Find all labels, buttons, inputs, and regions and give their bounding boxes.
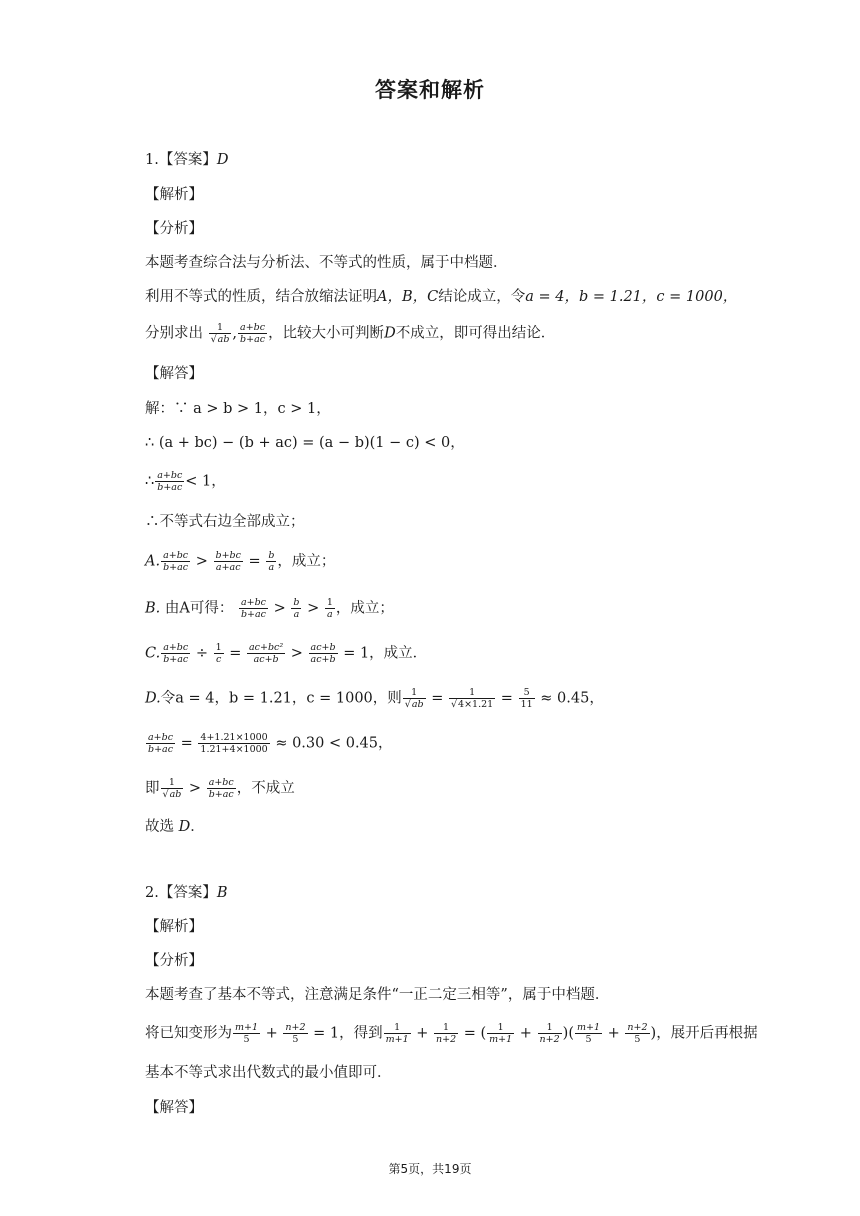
q1-jieda: 【解答】 [145,366,203,382]
q1-option-c: C. $\frac{a+bc}{b+ac}$ ÷ $\frac{1}{c}$ = $\frac{\text{ac+bc²}}{ac+b}$ > $\frac{ac+b}{ac+b}$ = 1，成立． [145,642,428,665]
q2-summary: 本题考查了基本不等式，注意满足条件“一正二定三相等”，属于中档题． [145,987,610,1003]
q2-method-line1: 将已知变形为 $\frac{m+1}{5}$ + $\frac{n+2}{5}$ = 1，得到 $\frac{1}{m+1}$ + $\frac{1}{n+2}$ = ( $\frac{1}{m+1}$ + $\frac{1}{n+2}$ )( $\frac{m+1}{5}$ + $\frac{n+2}{5}$ )，展开后再根据 [145,1022,758,1045]
q1-sol-2: ∴ (a + bc) − (b + ac) = (a − b)(1 − c) < 0， [145,435,465,451]
page-footer: 第5页，共19页 [388,1162,472,1176]
q1-fenxi: 【分析】 [145,221,203,237]
q2-jieda: 【解答】 [145,1100,203,1116]
q1-final: 故选 D． [145,819,205,835]
q1-sol-4: ∴不等式右边全部成立； [145,514,305,530]
q1-summary: 本题考查综合法与分析法、不等式的性质，属于中档题． [145,255,508,271]
q1-sol-1: 解：∵ a > b > 1，c > 1， [145,401,331,417]
q1-answer: D [216,152,229,168]
q2-answer-line: 2.【答案】B [145,885,228,901]
q1-conclusion: 即 $\frac{1}{√ab}$ > $\frac{a+bc}{b+ac}$ ，不成立 [145,777,295,800]
q1-option-d: D.令a = 4，b = 1.21，c = 1000，则 $\frac{1}{√ab}$ = $\frac{1}{√4\times 1.21}$ = $\frac{5}{11}$ ≈ 0.45， [145,687,604,710]
q2-fenxi: 【分析】 [145,953,203,969]
q1-option-b: B. 由A可得： $\frac{a+bc}{b+ac}$ > $\frac{b}{a}$ > $\frac{1}{a}$ ，成立； [145,597,394,620]
q1-method-line1: 利用不等式的性质，结合放缩法证明A，B，C结论成立，令a = 4，b = 1.21，c = 1000， [145,289,738,305]
q1-method-line2: 分别求出 $\frac{1}{√ab}$ , $\frac{a+bc}{b+ac}$ ，比较大小可判断D不成立，即可得出结论． [145,322,556,345]
q1-answer-head: 1.【答案】 [145,152,217,168]
q2-jiexi: 【解析】 [145,919,203,935]
q1-jiexi: 【解析】 [145,187,203,203]
q2-method-line2: 基本不等式求出代数式的最小值即可． [145,1065,392,1081]
fraction: $\frac{a+bc}{b+ac}$ [157,470,183,493]
q1-calc: $\frac{a+bc}{b+ac}$ = $\frac{4+1.21\times 1000}{1.21+4\times 1000}$ ≈ 0.30 < 0.45， [148,732,393,755]
fraction: $\frac{1}{√ab}$ [210,322,230,345]
page-title: 答案和解析 [375,78,485,102]
q1-option-a: A. $\frac{a+bc}{b+ac}$ > $\frac{b+bc}{a+ac}$ = $\frac{b}{a}$ ，成立； [145,550,336,573]
fraction: $\frac{a+bc}{b+ac}$ [240,322,266,345]
q1-answer-line [145,150,228,170]
q1-sol-3: ∴ $\frac{a+bc}{b+ac}$ < 1， [145,470,226,493]
